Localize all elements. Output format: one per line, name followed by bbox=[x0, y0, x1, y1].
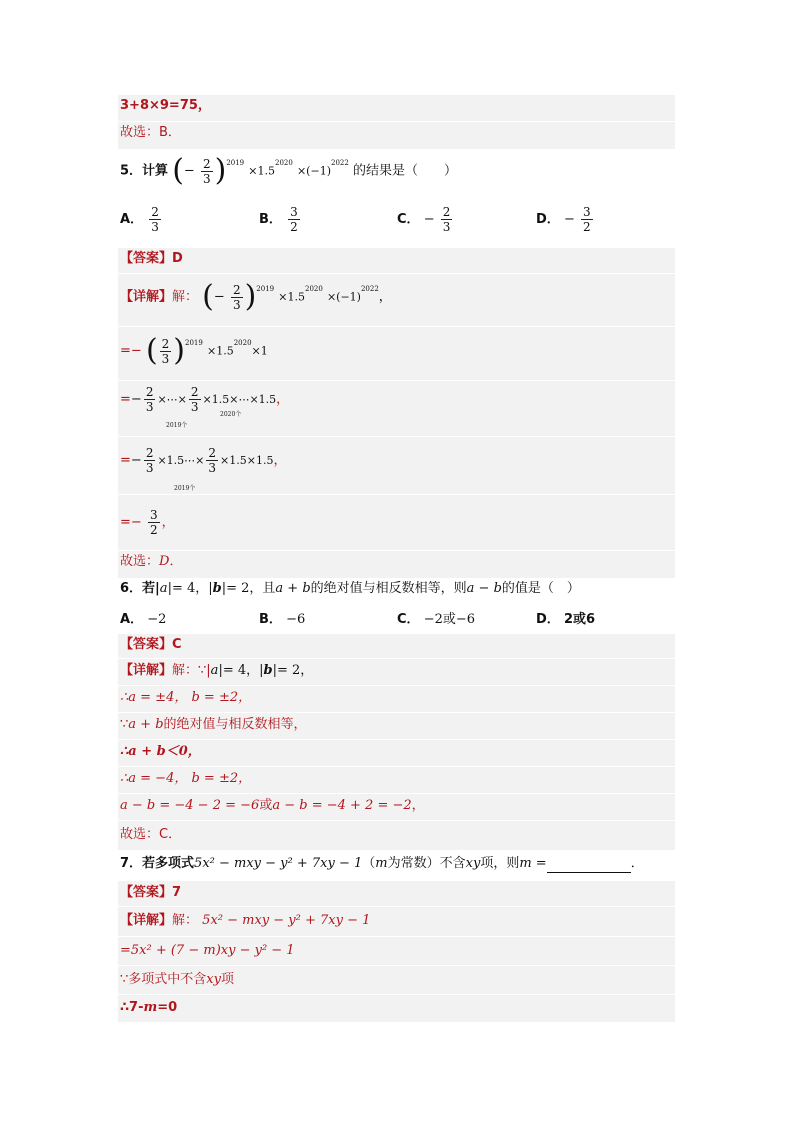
option-sign: − bbox=[563, 212, 575, 227]
frac-num: 3 bbox=[582, 205, 591, 219]
q7-detail-line2: =5x² + (7 − m)xy − y² − 1 bbox=[120, 943, 295, 958]
underbrace-label: 2020个 bbox=[220, 411, 242, 418]
q7-polynomial: 5x² − mxy − y² + 7xy − 1 bbox=[202, 913, 371, 928]
step-prefix: =− bbox=[120, 343, 142, 359]
left-paren: ( bbox=[202, 279, 214, 314]
row-divider bbox=[118, 494, 675, 495]
exp-2022: 2022 bbox=[330, 159, 349, 167]
q6-choose: 故选：C． bbox=[120, 827, 182, 842]
detail-part: ∴7- bbox=[120, 1000, 144, 1015]
q5-step2 bbox=[120, 333, 268, 368]
exp-2019: 2019 bbox=[256, 285, 275, 293]
detail-part: ∵多项式中不含 bbox=[120, 972, 207, 987]
underbrace-label: 2019个 bbox=[166, 422, 188, 429]
frac-den: 3 bbox=[442, 220, 451, 234]
frac-num: 2 bbox=[145, 385, 154, 399]
row-divider bbox=[118, 380, 675, 381]
option-value: −2或−6 bbox=[423, 612, 476, 627]
q7-stem-part: 为常数）不含 bbox=[387, 856, 466, 871]
option-label: A． bbox=[120, 212, 144, 227]
q5-option-d bbox=[536, 205, 595, 234]
comma: ， bbox=[161, 515, 175, 530]
times-1-5: ×1.5 bbox=[278, 290, 305, 304]
var-xy: xy bbox=[465, 856, 481, 871]
q7-detail-line1 bbox=[120, 912, 370, 930]
times-1-5-dots: ×1.5×⋯×1.5 bbox=[202, 393, 277, 406]
frac-den: 2 bbox=[582, 220, 591, 234]
q6-answer: 【答案】C bbox=[120, 637, 182, 652]
minus-sign: − bbox=[130, 453, 142, 468]
q5-detail-line1 bbox=[120, 279, 392, 314]
option-label: D． bbox=[536, 212, 560, 227]
option-fraction bbox=[581, 205, 593, 234]
frac-den: 3 bbox=[202, 171, 211, 186]
exp-2019: 2019 bbox=[226, 159, 245, 167]
q7-detail-line3 bbox=[120, 971, 234, 989]
row-divider bbox=[118, 766, 675, 767]
q6-stem-part: 的绝对值与相反数相等，则 bbox=[310, 581, 467, 596]
minus-sign: − bbox=[130, 392, 142, 407]
minus-sign: − bbox=[183, 163, 195, 179]
q6-stem-part: 的值是（ ） bbox=[501, 581, 580, 596]
option-label: C． bbox=[397, 612, 420, 627]
option-fraction bbox=[149, 205, 161, 234]
option-fraction bbox=[441, 205, 453, 234]
step-prefix: = bbox=[120, 392, 131, 407]
q5-stem-suffix: 的结果是（ ） bbox=[352, 163, 457, 179]
q7-answer: 【答案】7 bbox=[120, 885, 182, 900]
times-1: ×1 bbox=[251, 344, 268, 358]
frac-num: 2 bbox=[232, 282, 241, 297]
right-paren: ) bbox=[214, 153, 227, 188]
q7-stem-end: ． bbox=[630, 856, 644, 871]
detail-part: |= 4，| bbox=[218, 663, 264, 678]
var-xy: xy bbox=[206, 972, 221, 987]
frac-den: 3 bbox=[232, 297, 241, 312]
q5-answer: 【答案】D bbox=[120, 251, 183, 266]
q6-option-d bbox=[536, 608, 595, 627]
detail-intro: 解： bbox=[172, 289, 199, 305]
step-prefix: =− bbox=[120, 515, 142, 530]
step-fraction bbox=[189, 385, 201, 414]
times-dots: ×1.5⋯× bbox=[157, 454, 205, 467]
minus-sign: − bbox=[213, 289, 225, 305]
frac-num: 2 bbox=[161, 336, 170, 351]
q6-detail-line6 bbox=[120, 797, 425, 815]
q5-step5 bbox=[120, 508, 175, 538]
q7-stem-part: 项，则 bbox=[480, 856, 520, 871]
option-label: B． bbox=[259, 212, 282, 227]
prev-choose-line bbox=[120, 124, 181, 142]
q6-option-a bbox=[120, 608, 166, 627]
detail-label: 【详解】 bbox=[120, 913, 173, 928]
var-a: a bbox=[210, 663, 219, 678]
option-label: B． bbox=[259, 612, 282, 627]
or-word: 或 bbox=[259, 798, 273, 813]
var-a: a bbox=[159, 581, 168, 596]
row-divider bbox=[118, 326, 675, 327]
row-divider bbox=[118, 550, 675, 551]
var-b: b bbox=[212, 581, 222, 596]
q7-stem-part: 7．若多项式 bbox=[120, 856, 195, 871]
var-m: m bbox=[143, 1000, 158, 1015]
q5-fraction bbox=[201, 157, 213, 186]
times-1-5: ×1.5 bbox=[206, 344, 234, 358]
frac-den: 2 bbox=[149, 523, 158, 537]
row-divider bbox=[118, 965, 675, 966]
q5-option-c bbox=[397, 205, 454, 234]
q5-choose bbox=[120, 553, 182, 571]
row-divider bbox=[118, 820, 675, 821]
detail-part: =0 bbox=[157, 1000, 178, 1015]
q7-detail-line4 bbox=[120, 999, 177, 1017]
row-divider bbox=[118, 739, 675, 740]
q6-stem-part: 6．若| bbox=[120, 581, 160, 596]
comma: ， bbox=[411, 798, 425, 813]
detail-part: 解：∵| bbox=[172, 663, 211, 678]
option-label: A． bbox=[120, 612, 144, 627]
q5-step4 bbox=[120, 446, 286, 476]
q6-stem-part: |= 2，且 bbox=[221, 581, 276, 596]
detail-intro: 解： bbox=[172, 913, 199, 928]
q5-number: 5．计算 bbox=[120, 163, 169, 179]
var-m-equals: m = bbox=[519, 856, 547, 871]
frac-den: 2 bbox=[290, 220, 298, 234]
option-label: D． bbox=[536, 612, 560, 627]
since-symbol: ∵ bbox=[120, 717, 129, 732]
option-value: −6 bbox=[286, 612, 306, 627]
row-divider bbox=[118, 273, 675, 274]
q6-stem-part: |= 4，| bbox=[167, 581, 213, 596]
choose-label: 故选： bbox=[120, 554, 160, 569]
exp-2019: 2019 bbox=[185, 339, 203, 347]
times-1-5: ×1.5×1.5 bbox=[220, 454, 274, 467]
q5-option-a bbox=[120, 205, 163, 234]
expr-case2: a − b = −4 + 2 = −2 bbox=[272, 798, 412, 813]
times-neg1: ×(−1) bbox=[326, 290, 361, 304]
q6-stem bbox=[120, 580, 580, 598]
q7-stem-part: （ bbox=[362, 856, 376, 871]
exp-2020: 2020 bbox=[275, 159, 293, 167]
var-b: b bbox=[263, 663, 273, 678]
left-paren: ( bbox=[145, 333, 158, 368]
row-divider bbox=[118, 936, 675, 937]
q6-detail-line4: ∴a + b＜0， bbox=[120, 744, 201, 759]
frac-num: 2 bbox=[190, 385, 199, 399]
q5-stem bbox=[120, 153, 457, 188]
step-fraction bbox=[206, 446, 218, 475]
step-fraction bbox=[144, 385, 156, 414]
frac-num: 2 bbox=[145, 446, 154, 460]
step-prefix: = bbox=[120, 453, 131, 468]
times-dots: ×⋯× bbox=[157, 393, 187, 406]
q6-option-b bbox=[259, 608, 305, 627]
step-fraction bbox=[231, 283, 243, 312]
q6-detail-line2: ∴a = ±4， b = ±2， bbox=[120, 690, 252, 705]
q7-polynomial: 5x² − mxy − y² + 7xy − 1 bbox=[194, 856, 363, 871]
left-paren: ( bbox=[172, 153, 184, 188]
underbrace-label: 2019个 bbox=[174, 485, 196, 492]
q6-detail-line5: ∴a = −4， b = ±2， bbox=[120, 771, 252, 786]
comma: ， bbox=[276, 392, 290, 407]
q6-detail-line3 bbox=[120, 716, 307, 734]
row-divider bbox=[118, 436, 675, 437]
frac-den: 3 bbox=[151, 220, 159, 234]
frac-num: 3 bbox=[290, 205, 298, 219]
comma: ， bbox=[378, 289, 392, 305]
q5-option-b bbox=[259, 205, 302, 234]
option-fraction bbox=[288, 205, 300, 234]
detail-part: 项 bbox=[220, 972, 234, 987]
frac-num: 3 bbox=[149, 508, 158, 522]
comma: ， bbox=[273, 453, 287, 468]
detail-part: |= 2， bbox=[272, 663, 314, 678]
q6-option-c bbox=[397, 608, 475, 627]
q7-stem bbox=[120, 855, 644, 873]
choose-end: ． bbox=[169, 554, 183, 569]
expr-a-plus-b: a + b bbox=[275, 581, 311, 596]
frac-num: 2 bbox=[442, 205, 451, 219]
exp-2022: 2022 bbox=[360, 285, 379, 293]
var-m: m bbox=[375, 856, 388, 871]
times-neg1: ×(−1) bbox=[296, 164, 331, 178]
detail-label: 【详解】 bbox=[120, 289, 173, 305]
exp-2020: 2020 bbox=[304, 285, 323, 293]
row-divider bbox=[118, 121, 675, 122]
q6-detail-line1 bbox=[120, 662, 313, 680]
row-divider bbox=[118, 685, 675, 686]
right-paren: ) bbox=[173, 333, 186, 368]
expr-case1: a − b = −4 − 2 = −6 bbox=[120, 798, 260, 813]
expr-a-plus-b: a + b bbox=[128, 717, 164, 732]
exp-2020: 2020 bbox=[233, 339, 252, 347]
detail-label: 【详解】 bbox=[120, 663, 173, 678]
frac-num: 2 bbox=[202, 156, 211, 171]
step-fraction bbox=[144, 446, 156, 475]
detail-part: 的绝对值与相反数相等， bbox=[163, 717, 307, 732]
step-fraction bbox=[160, 337, 172, 366]
right-paren: ) bbox=[244, 279, 257, 314]
frac-den: 3 bbox=[145, 461, 154, 475]
row-divider bbox=[118, 712, 675, 713]
row-divider bbox=[118, 906, 675, 907]
expr-a-minus-b: a − b bbox=[466, 581, 502, 596]
prev-choose-text: 故选：B． bbox=[120, 125, 181, 140]
q5-step3 bbox=[120, 385, 289, 415]
option-sign: − bbox=[423, 212, 435, 227]
times-1-5: ×1.5 bbox=[248, 164, 275, 178]
step-fraction bbox=[148, 508, 160, 537]
choose-value: D bbox=[159, 554, 170, 569]
frac-den: 3 bbox=[190, 400, 199, 414]
row-divider bbox=[118, 793, 675, 794]
prev-calc-line: 3+8×9=75， bbox=[120, 98, 211, 113]
frac-den: 3 bbox=[161, 351, 170, 366]
option-label: C． bbox=[397, 212, 420, 227]
answer-blank[interactable] bbox=[547, 860, 631, 873]
option-value: 2或6 bbox=[563, 612, 596, 627]
row-divider bbox=[118, 658, 675, 659]
frac-num: 2 bbox=[208, 446, 217, 460]
frac-den: 3 bbox=[208, 461, 217, 475]
row-divider bbox=[118, 994, 675, 995]
frac-den: 3 bbox=[145, 400, 154, 414]
frac-num: 2 bbox=[151, 205, 159, 219]
option-value: −2 bbox=[147, 612, 167, 627]
